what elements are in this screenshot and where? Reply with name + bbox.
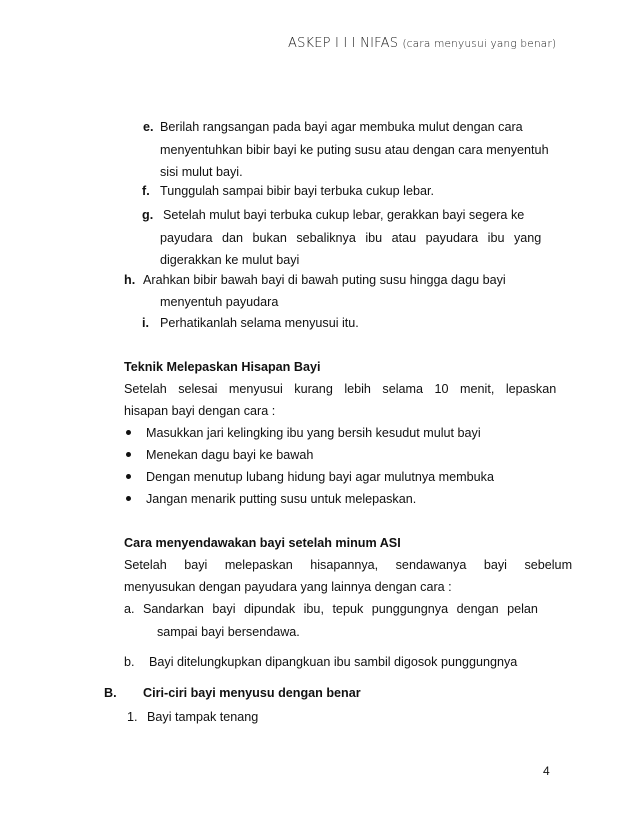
step-line: Tunggulah sampai bibir bayi terbuka cukup lebar.	[160, 184, 434, 198]
step-line: Setelah mulut bayi terbuka cukup lebar, gerakkan bayi segera ke	[163, 208, 525, 222]
bullet-dot	[126, 452, 131, 457]
step-marker: g.	[142, 208, 154, 222]
bullet-dot	[126, 496, 131, 501]
step-line: menyentuh payudara	[160, 295, 279, 309]
paragraph-line: menyusukan dengan payudara yang lainnya dengan cara :	[124, 580, 452, 594]
section-marker: B.	[104, 686, 117, 700]
step-marker: i.	[142, 316, 149, 330]
section-heading: Cara menyendawakan bayi setelah minum ASI	[124, 536, 401, 550]
step-line: sisi mulut bayi.	[160, 165, 243, 179]
bullet-item: Masukkan jari kelingking ibu yang bersih kesudut mulut bayi	[146, 426, 481, 440]
page-header	[288, 36, 556, 51]
item-marker: a.	[124, 602, 135, 616]
bullet-item: Menekan dagu bayi ke bawah	[146, 448, 314, 462]
section-heading: Ciri-ciri bayi menyusu dengan benar	[143, 686, 361, 700]
step-marker: h.	[124, 273, 136, 287]
bullet-dot	[126, 474, 131, 479]
bullet-item: Dengan menutup lubang hidung bayi agar mulutnya membuka	[146, 470, 494, 484]
paragraph-line: Setelah bayi melepaskan hisapannya, sendawanya bayi sebelum	[124, 558, 573, 572]
paragraph-line: Setelah selesai menyusui kurang lebih selama 10 menit, lepaskan	[124, 382, 557, 396]
item-marker: 1.	[127, 710, 138, 724]
step-line: menyentuhkan bibir bayi ke puting susu atau dengan cara menyentuh	[160, 143, 549, 157]
item-line: Bayi ditelungkupkan dipangkuan ibu sambil digosok punggungnya	[149, 655, 518, 669]
item-marker: b.	[124, 655, 135, 669]
header-title: ASKEP I I I NIFAS	[288, 36, 399, 51]
step-line: Perhatikanlah selama menyusui itu.	[160, 316, 359, 330]
item-line: sampai bayi bersendawa.	[157, 625, 300, 639]
step-line: payudara dan bukan sebaliknya ibu atau payudara ibu yang	[160, 231, 542, 245]
step-line: digerakkan ke mulut bayi	[160, 253, 300, 267]
item-line: Bayi tampak tenang	[147, 710, 259, 724]
step-line: Berilah rangsangan pada bayi agar membuka mulut dengan cara	[160, 120, 523, 134]
step-line: Arahkan bibir bawah bayi di bawah puting susu hingga dagu bayi	[143, 273, 506, 287]
step-marker: e.	[143, 120, 154, 134]
item-line: Sandarkan bayi dipundak ibu, tepuk punggungnya dengan pelan	[143, 602, 538, 616]
section-heading: Teknik Melepaskan Hisapan Bayi	[124, 360, 321, 374]
bullet-item: Jangan menarik putting susu untuk melepaskan.	[146, 492, 417, 506]
page-number: 4	[543, 764, 550, 778]
bullet-dot	[126, 430, 131, 435]
paragraph-line: hisapan bayi dengan cara :	[124, 404, 276, 418]
header-subtitle: (cara menyusui yang benar)	[402, 38, 557, 50]
step-marker: f.	[142, 184, 150, 198]
